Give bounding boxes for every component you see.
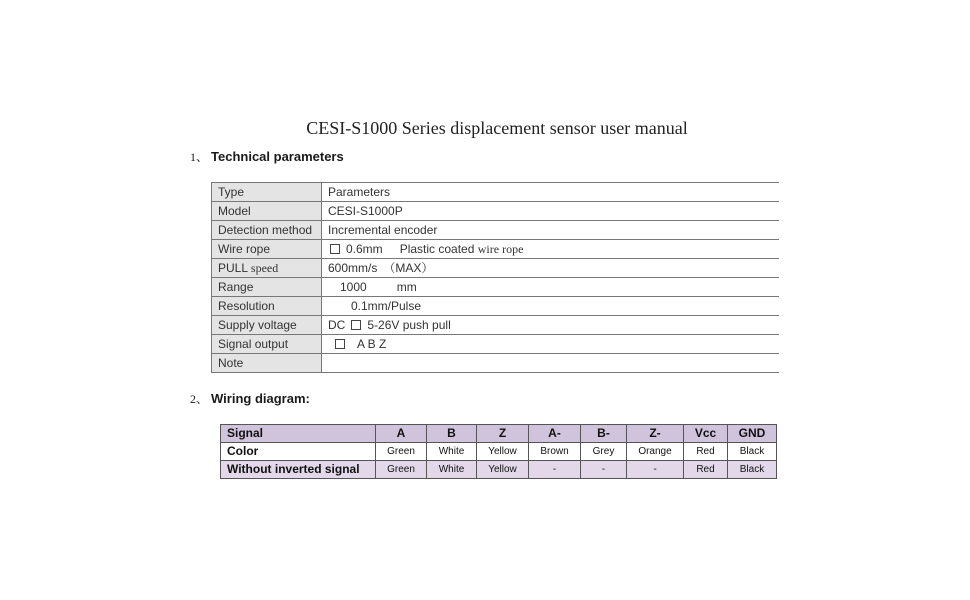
- resolution-value: 0.1mm/Pulse: [351, 299, 422, 313]
- section-label: Wiring diagram:: [211, 391, 310, 406]
- section-technical-parameters: [190, 148, 344, 165]
- page-title: CESI-S1000 Series displacement sensor user manual: [306, 118, 688, 138]
- wiring-cell: A-: [529, 425, 581, 443]
- section-wiring-diagram: [190, 390, 310, 407]
- param-key: Detection method: [212, 221, 322, 240]
- wiring-cell: Yellow: [477, 461, 529, 479]
- param-row-wire-rope: [212, 240, 780, 259]
- wire-rope-coating: Plastic coated: [399, 242, 475, 256]
- param-value: [322, 316, 780, 335]
- param-key: Signal output: [212, 335, 322, 354]
- wiring-table: [220, 424, 777, 479]
- wiring-cell: Green: [376, 443, 427, 461]
- wiring-cell: White: [427, 443, 477, 461]
- param-row-signal-output: [212, 335, 780, 354]
- param-value: [322, 335, 780, 354]
- wiring-cell: White: [427, 461, 477, 479]
- param-value: [322, 278, 780, 297]
- wire-rope-material: wire rope: [477, 242, 524, 256]
- supply-dc: DC: [328, 318, 346, 332]
- param-value: [322, 297, 780, 316]
- supply-range: 5-26V push pull: [367, 318, 451, 332]
- range-unit: mm: [396, 280, 417, 294]
- wiring-cell: Vcc: [684, 425, 728, 443]
- technical-parameters-table: [211, 182, 779, 373]
- wiring-cell: Grey: [581, 443, 627, 461]
- param-key: Resolution: [212, 297, 322, 316]
- param-key-speed: speed: [250, 261, 279, 275]
- wiring-cell: Red: [684, 443, 728, 461]
- param-key: [212, 259, 322, 278]
- wiring-cell: Signal: [221, 425, 376, 443]
- wiring-cell: GND: [728, 425, 777, 443]
- section-number: 2、: [190, 392, 209, 406]
- param-value: Incremental encoder: [322, 221, 780, 240]
- param-row-type: [212, 183, 780, 202]
- wiring-cell: Black: [728, 461, 777, 479]
- wiring-cell: -: [627, 461, 684, 479]
- param-key: Range: [212, 278, 322, 297]
- wiring-cell: Black: [728, 443, 777, 461]
- param-key: Supply voltage: [212, 316, 322, 335]
- pull-speed-value: 600mm/s: [328, 261, 378, 275]
- param-value: [322, 240, 780, 259]
- wiring-cell: -: [529, 461, 581, 479]
- param-value: [322, 259, 780, 278]
- param-row-note: [212, 354, 780, 373]
- param-key: Model: [212, 202, 322, 221]
- param-row-supply-voltage: [212, 316, 780, 335]
- pull-speed-max: （MAX）: [383, 261, 434, 275]
- param-value: [322, 354, 780, 373]
- wiring-cell: -: [581, 461, 627, 479]
- checkbox-square-icon: [330, 244, 340, 254]
- signal-output-value: A B Z: [357, 337, 387, 351]
- section-number: 1、: [190, 150, 209, 164]
- wiring-cell: Color: [221, 443, 376, 461]
- param-value: CESI-S1000P: [322, 202, 780, 221]
- param-row-resolution: [212, 297, 780, 316]
- wiring-cell: Brown: [529, 443, 581, 461]
- wiring-cell: Yellow: [477, 443, 529, 461]
- wiring-cell: Without inverted signal: [221, 461, 376, 479]
- checkbox-square-icon: [335, 339, 345, 349]
- checkbox-square-icon: [351, 320, 361, 330]
- wire-rope-diameter: 0.6mm: [346, 242, 383, 256]
- range-value: 1000: [340, 280, 367, 294]
- wiring-cell: B: [427, 425, 477, 443]
- param-key-pull: PULL: [218, 261, 248, 275]
- wiring-cell: Red: [684, 461, 728, 479]
- param-key: Wire rope: [212, 240, 322, 259]
- wiring-cell: Orange: [627, 443, 684, 461]
- param-row-detection-method: [212, 221, 780, 240]
- param-row-range: [212, 278, 780, 297]
- param-key: Type: [212, 183, 322, 202]
- wiring-header-row: [221, 425, 777, 443]
- wiring-cell: B-: [581, 425, 627, 443]
- wiring-cell: Z: [477, 425, 529, 443]
- section-label: Technical parameters: [211, 149, 344, 164]
- wiring-cell: Green: [376, 461, 427, 479]
- param-row-model: [212, 202, 780, 221]
- wiring-cell: Z-: [627, 425, 684, 443]
- param-row-pull-speed: [212, 259, 780, 278]
- param-value: Parameters: [322, 183, 780, 202]
- wiring-noninverted-row: [221, 461, 777, 479]
- param-key: Note: [212, 354, 322, 373]
- wiring-color-row: [221, 443, 777, 461]
- wiring-cell: A: [376, 425, 427, 443]
